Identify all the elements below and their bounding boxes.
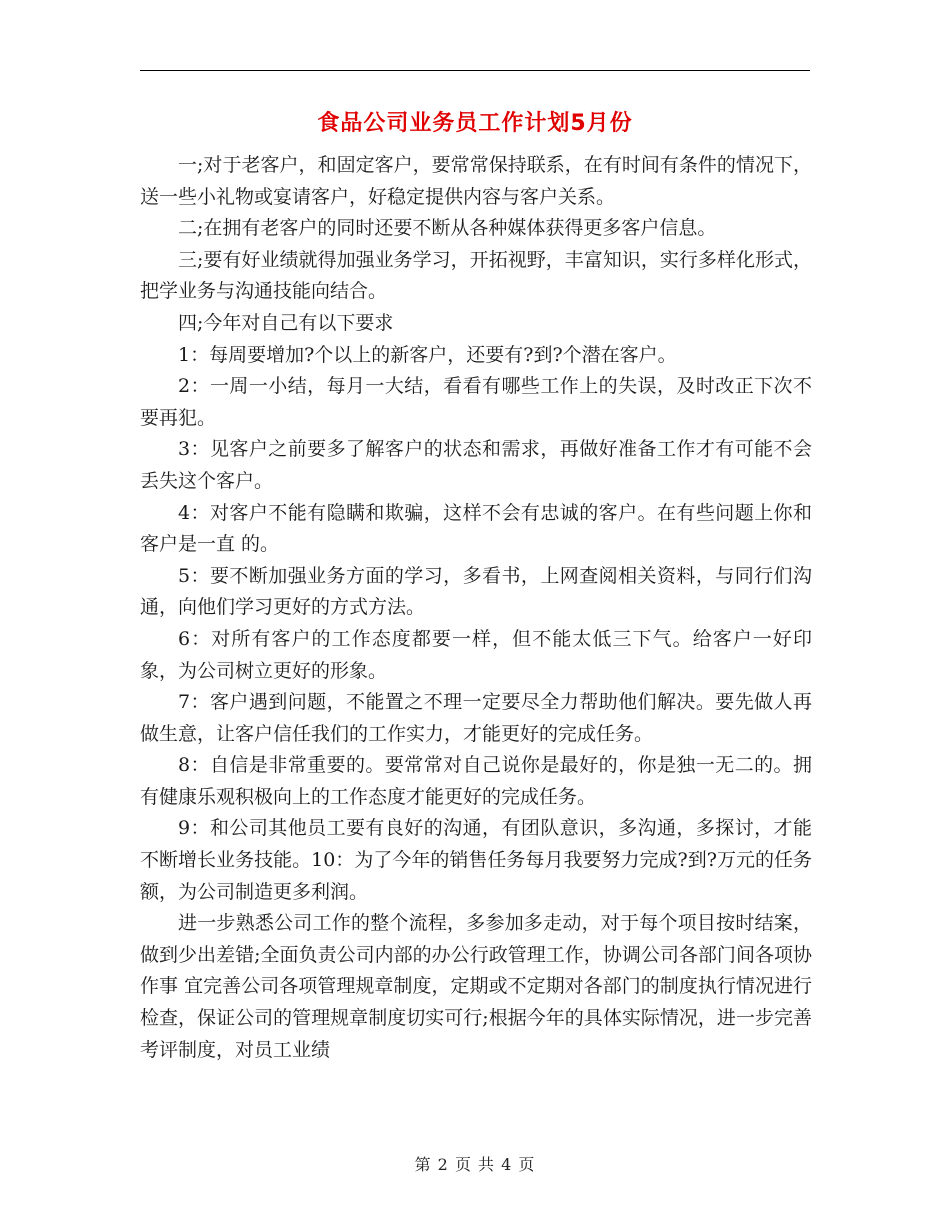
- document-title: 食品公司业务员工作计划5月份: [317, 111, 633, 136]
- document-body: [140, 150, 812, 1066]
- paragraph: 3：见客户之前要多了解客户的状态和需求，再做好准备工作才有可能不会丢失这个客户。: [140, 438, 812, 492]
- paragraph: 三;要有好业绩就得加强业务学习，开拓视野，丰富知识，实行多样化形式，把学业务与沟通技能向结合。: [140, 248, 812, 303]
- paragraph: 5：要不断加强业务方面的学习，多看书，上网查阅相关资料，与同行们沟通，向他们学习更好的方式方法。: [140, 564, 812, 619]
- paragraph: 8：自信是非常重要的。要常常对自己说你是最好的，你是独一无二的。拥有健康乐观积极向上的工作态度才能更好的完成任务。: [140, 754, 812, 808]
- paragraph: 6：对所有客户的工作态度都要一样，但不能太低三下气。给客户一好印象，为公司树立更好的形象。: [140, 627, 812, 682]
- paragraph: 四;今年对自己有以下要求: [178, 311, 394, 334]
- paragraph: 2：一周一小结，每月一大结，看看有哪些工作上的失误，及时改正下次不要再犯。: [140, 375, 812, 429]
- header-rule: [140, 70, 810, 71]
- paragraph: 1：每周要增加?个以上的新客户，还要有?到?个潜在客户。: [178, 343, 677, 366]
- paragraph: 一;对于老客户，和固定客户，要常常保持联系，在有时间有条件的情况下，送一些小礼物或宴请客户，好稳定提供内容与客户关系。: [140, 154, 812, 208]
- paragraph: 7：客户遇到问题，不能置之不理一定要尽全力帮助他们解决。要先做人再做生意，让客户信任我们的工作实力，才能更好的完成任务。: [140, 691, 812, 745]
- paragraph: 9：和公司其他员工要有良好的沟通，有团队意识，多沟通，多探讨，才能不断增长业务技能。10：为了今年的销售任务每月我要努力完成?到?万元的任务额，为公司制造更多利润。: [140, 817, 812, 903]
- page-number: 第 2 页 共 4 页: [414, 1155, 536, 1174]
- paragraph: 4：对客户不能有隐瞒和欺骗，这样不会有忠诚的客户。在有些问题上你和客户是一直 的。: [140, 501, 812, 556]
- paragraph: 进一步熟悉公司工作的整个流程，多参加多走动，对于每个项目按时结案，做到少出差错;全面负责公司内部的办公行政管理工作，协调公司各部门间各项协作事 宜完善公司各项管理规章制度，定期或不定期对各部门的制度执行情况进行检查，保证公司的管理规章制度切实可行;根据今年的具体实际情况，进一步完善考评制度，对员工业绩: [140, 912, 812, 1061]
- paragraph: 二;在拥有老客户的同时还要不断从各种媒体获得更多客户信息。: [178, 217, 717, 240]
